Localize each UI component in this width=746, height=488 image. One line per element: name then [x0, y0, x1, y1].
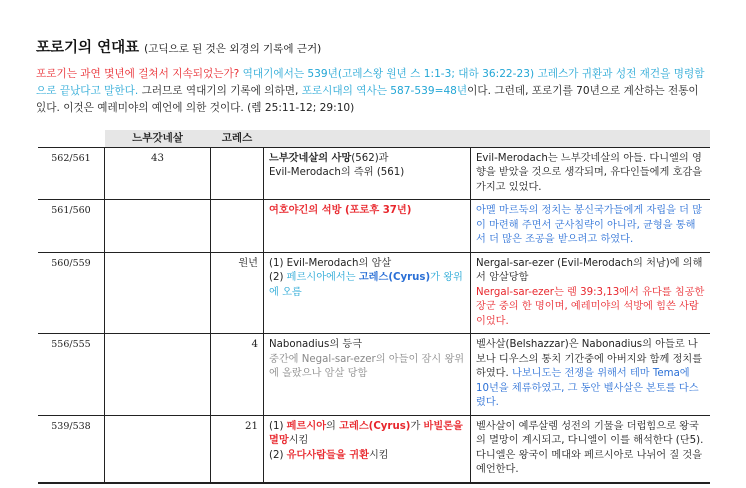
title-main: 포로기의 연대표: [36, 40, 140, 56]
cell-nebuchadnezzar: [105, 200, 211, 253]
note-text: Nergal-sar-ezer (Evil-Merodach의 처남)에 의해서 암살당함: [476, 257, 703, 283]
table-row: [38, 252, 710, 334]
event-text: 시킴: [368, 449, 389, 461]
cell-year: 561/560: [38, 200, 105, 253]
event-text: 바빌론을 멸망: [269, 420, 463, 446]
intro-tradition: 이다. 그런데, 포로기를 70년으로 계산하는 전통이 있다. 이것은 예레미야의 예언에 의한 것이다. (렘 25:11-12; 29:10): [36, 85, 699, 114]
event-text: 중간에 Negal-sar-ezer의 아들이 잠시 왕위에 올랐으나 암살 당함: [269, 353, 465, 379]
event-text: 가: [410, 420, 424, 432]
cell-event: [264, 252, 471, 334]
cell-note: [471, 252, 711, 334]
table-row: [38, 147, 710, 200]
event-text: 페르시아: [286, 420, 327, 432]
event-text: (2): [269, 449, 287, 461]
event-text: 고레스(Cyrus): [358, 272, 431, 283]
event-text: (562)과: [351, 152, 389, 164]
table-header: [38, 130, 710, 147]
intro-therefore: 그러므로 역대기의 기록에 의하면,: [138, 85, 302, 97]
header-nebuchadnezzar: 느부갓네살: [105, 130, 211, 147]
event-text: 고레스(Cyrus): [339, 420, 411, 432]
table-row: [38, 200, 710, 253]
page-title: [36, 36, 321, 57]
event-text: 가 왕위에 오름: [269, 272, 463, 298]
cell-cyrus: [211, 200, 264, 253]
cell-cyrus: 21: [211, 415, 264, 483]
cell-nebuchadnezzar: [105, 415, 211, 483]
note-text: Nergal-sar-ezer는 렘 39:3,13에서 유다를 침공한 장군 중의 한 명이며, 예레미야의 석방에 힘쓴 사람이었다.: [476, 286, 705, 327]
note-text: 벨사살(Belshazzar)은 Nabonadius의 아들로 나보나 디우스의 통치 기간중에 아버지와 함께 정치를 하였다.: [476, 339, 703, 379]
table-row: [38, 415, 710, 483]
cell-year: 560/559: [38, 252, 105, 334]
cell-year: 539/538: [38, 415, 105, 483]
event-text: 느부갓네살의 사망: [269, 152, 352, 164]
event-text: 시킴: [288, 435, 309, 446]
cell-event: [264, 415, 471, 483]
cell-year: 556/555: [38, 334, 105, 416]
intro-exile-years: 포로시대의 역사는 587-539=48년: [301, 85, 468, 97]
note-text: 나보니도는 전쟁을 위해서 테마 Tema에 10년을 체류하였고, 그 동안 벨사살은 본토를 다스렸다.: [476, 368, 699, 408]
title-subtitle: (고딕으로 된 것은 외경의 기록에 근거): [144, 43, 322, 55]
event-text: 여호야긴의 석방 (포로후 37년): [269, 205, 412, 216]
event-text: 의: [326, 420, 340, 432]
cell-note: 아멜 마르둑의 정치는 봉신국가들에게 자립을 더 많이 마련해 주면서 군사침략이 아니라, 균형을 통해서 더 많은 조공을 받으려고 하였다.: [471, 200, 711, 253]
intro-question: 포로기는 과연 몇년에 걸쳐서 지속되었는가?: [36, 68, 240, 80]
cell-event: [264, 147, 471, 200]
header-note: [471, 130, 711, 147]
cell-nebuchadnezzar: [105, 334, 211, 416]
header-event: [264, 130, 471, 147]
event-text: Nabonadius의 등극: [269, 339, 363, 350]
event-text: 유다사람들을 귀환: [286, 449, 369, 461]
header-year: [38, 130, 105, 147]
event-text: (1) Evil-Merodach의 암살: [269, 257, 392, 269]
cell-cyrus: [211, 147, 264, 200]
intro-paragraph: [36, 66, 708, 117]
cell-event: [264, 200, 471, 253]
event-text: 페르시아에서는: [286, 272, 359, 283]
cell-cyrus: 4: [211, 334, 264, 416]
event-text: (2): [269, 272, 287, 283]
intro-chronicles: 역대기에서는 539년(고레스왕 원년 스 1:1-3; 대하 36:22-23) 고레스가 귀환과 성전 재건을 명령함으로 끝났다고 말한다.: [36, 68, 705, 97]
event-text: (1): [269, 420, 287, 432]
chronology-table: [38, 130, 710, 484]
table-row: [38, 334, 710, 416]
cell-note: 벨사살이 예루살렘 성전의 기물을 더럽힘으로 왕국의 멸망이 계시되고, 다니엘이 이를 해석한다 (단5). 다니엘은 왕국이 메대와 페르시아로 나뉘어 질 것을 예언한다.: [471, 415, 711, 483]
cell-note: Evil-Merodach는 느부갓네살의 아들. 다니엘의 영향을 받았을 것으로 생각되며, 유다인들에게 호감을 가지고 있었다.: [471, 147, 711, 200]
event-text: Evil-Merodach의 즉위 (561): [269, 167, 405, 178]
cell-year: 562/561: [38, 147, 105, 200]
cell-nebuchadnezzar: [105, 252, 211, 334]
cell-event: [264, 334, 471, 416]
cell-cyrus: 원년: [211, 252, 264, 334]
cell-nebuchadnezzar: 43: [105, 147, 211, 200]
cell-note: [471, 334, 711, 416]
header-cyrus: 고레스: [211, 130, 264, 147]
